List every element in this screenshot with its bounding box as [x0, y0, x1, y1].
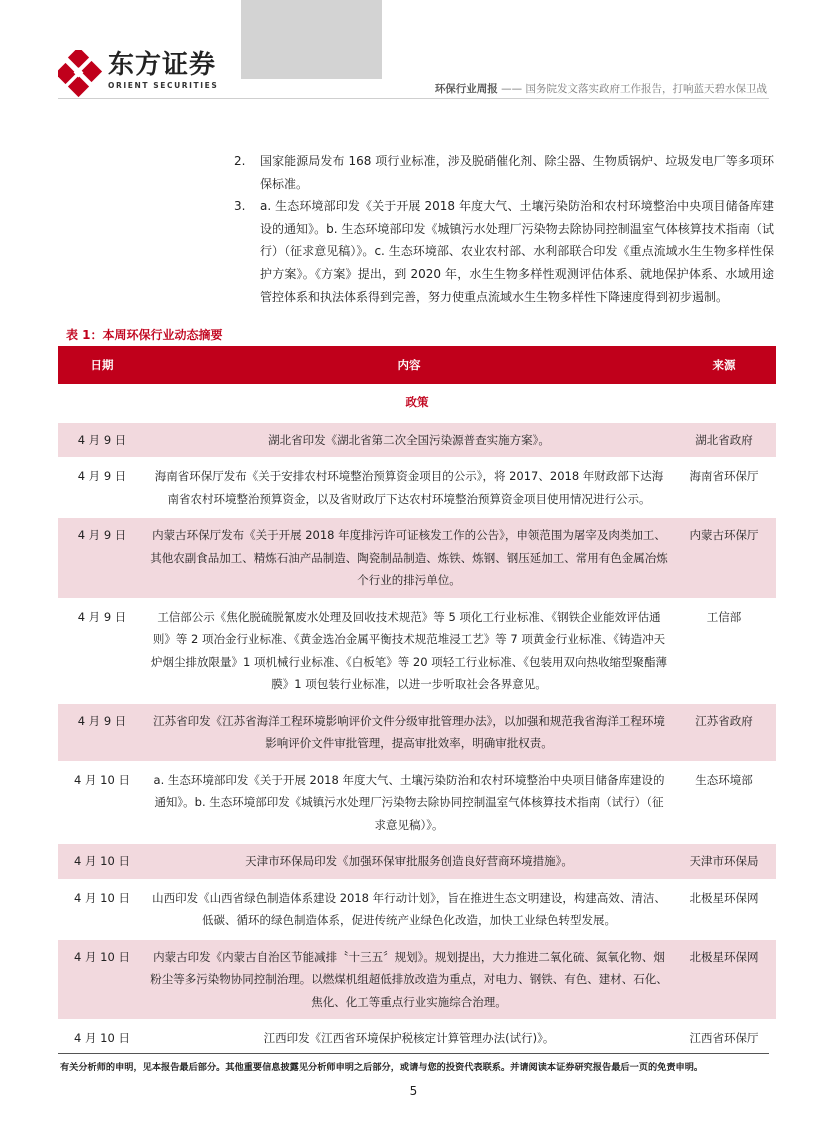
- row-content: 湖北省印发《湖北省第二次全国污染源普查实施方案》。: [146, 422, 672, 459]
- row-source: 海南省环保厅: [672, 458, 776, 517]
- row-source: 北极星环保网: [672, 939, 776, 1021]
- row-content: 工信部公示《焦化脱硫脱氰废水处理及回收技术规范》等 5 项化工行业标准、《钢铁企业能效评估通则》等 2 项冶金行业标准、《黄金选冶金属平衡技术规范堆浸工艺》等 7 项黄金行业标准、《铸造冲天炉烟尘排放限量》1 项机械行业标准、《白板笔》等 20 项轻工行业标准、《包装用双向热收缩型聚酯薄膜》1 项包装行业标准，以进一步听取社会各界意见。: [146, 599, 672, 703]
- table-title: 表 1：本周环保行业动态摘要: [66, 328, 223, 342]
- industry-news-table: [58, 346, 776, 1058]
- list-item: [234, 195, 774, 308]
- header-content: 内容: [146, 346, 672, 384]
- row-date: 4 月 10 日: [58, 939, 146, 1021]
- row-source: 工信部: [672, 599, 776, 703]
- report-type: 环保行业周报: [434, 83, 498, 95]
- table-row: [58, 599, 776, 703]
- row-content: 江苏省印发《江苏省海洋工程环境影响评价文件分级审批管理办法》，以加强和规范我省海洋工程环境影响评价文件审批管理，提高审批效率，明确审批权责。: [146, 703, 672, 762]
- header-divider: [58, 98, 769, 99]
- table-header-row: [58, 346, 776, 384]
- table-row: [58, 843, 776, 880]
- logo-wordmark: [108, 50, 218, 90]
- list-item-text: a. 生态环境部印发《关于开展 2018 年度大气、土壤污染防治和农村环境整治中央项目储备库建设的通知》。b. 生态环境部印发《城镇污水处理厂污染物去除协同控制温室气体核算技术指南（试行）（征求意见稿）》。c. 生态环境部、农业农村部、水利部联合印发《重点流域水生生物多样性保护方案》。《方案》提出，到 2020 年，水生生物多样性观测评估体系、就地保护体系、水域用途管控体系和执法体系得到完善，努力使重点流域水生生物多样性下降速度得到初步遏制。: [260, 199, 774, 304]
- table-row: [58, 762, 776, 844]
- orient-securities-logo-icon: [58, 50, 106, 98]
- row-date: 4 月 9 日: [58, 599, 146, 703]
- table-row: [58, 939, 776, 1021]
- page-number: 5: [409, 1084, 418, 1098]
- row-source: 内蒙古环保厅: [672, 517, 776, 599]
- row-source: 江苏省政府: [672, 703, 776, 762]
- report-header: [435, 81, 767, 96]
- header-date: 日期: [58, 346, 146, 384]
- table-row: [58, 517, 776, 599]
- table-row: [58, 703, 776, 762]
- row-content: 江西印发《江西省环境保护税核定计算管理办法(试行)》。: [146, 1020, 672, 1057]
- row-date: 4 月 10 日: [58, 880, 146, 939]
- row-content: 内蒙古印发《内蒙古自治区节能减排〝十三五〞规划》。规划提出，大力推进二氧化硫、氮氧化物、烟粉尘等多污染物协同控制治理。以燃煤机组超低排放改造为重点，对电力、钢铁、有色、建材、石化、焦化、化工等重点行业实施综合治理。: [146, 939, 672, 1021]
- row-content: 海南省环保厅发布《关于安排农村环境整治预算资金项目的公示》，将 2017、2018 年财政部下达海南省农村环境整治预算资金，以及省财政厅下达农村环境整治预算资金项目使用情况进行公示。: [146, 458, 672, 517]
- section-label: 政策: [58, 384, 776, 422]
- row-date: 4 月 9 日: [58, 422, 146, 459]
- row-date: 4 月 10 日: [58, 1020, 146, 1057]
- row-date: 4 月 9 日: [58, 703, 146, 762]
- row-date: 4 月 9 日: [58, 458, 146, 517]
- section-row-policy: [58, 384, 776, 422]
- table-row: [58, 1020, 776, 1057]
- row-content: 天津市环保局印发《加强环保审批服务创造良好营商环境措施》。: [146, 843, 672, 880]
- report-subtitle: 国务院发文落实政府工作报告，打响蓝天碧水保卫战: [525, 83, 767, 95]
- list-item-number: 3.: [234, 199, 246, 214]
- footer-disclaimer: 有关分析师的申明，见本报告最后部分。其他重要信息披露见分析师申明之后部分，或请与您的投资代表联系。并请阅读本证券研究报告最后一页的免责申明。: [60, 1062, 704, 1073]
- table-row: [58, 422, 776, 459]
- footer-divider: [58, 1053, 769, 1054]
- row-date: 4 月 10 日: [58, 843, 146, 880]
- row-source: 湖北省政府: [672, 422, 776, 459]
- row-date: 4 月 10 日: [58, 762, 146, 844]
- row-content: 山西印发《山西省绿色制造体系建设 2018 年行动计划》，旨在推进生态文明建设，构建高效、清洁、低碳、循环的绿色制造体系，促进传统产业绿色化改造，加快工业绿色转型发展。: [146, 880, 672, 939]
- row-source: 江西省环保厅: [672, 1020, 776, 1057]
- header-separator: ——: [497, 83, 526, 95]
- list-item-text: 国家能源局发布 168 项行业标准，涉及脱硝催化剂、除尘器、生物质锅炉、垃圾发电厂等多项环保标准。: [260, 154, 774, 191]
- header-gray-tab: [241, 0, 382, 79]
- row-content: a. 生态环境部印发《关于开展 2018 年度大气、土壤污染防治和农村环境整治中央项目储备库建设的通知》。b. 生态环境部印发《城镇污水处理厂污染物去除协同控制温室气体核算技术指南（试行）（征求意见稿）》。: [146, 762, 672, 844]
- row-source: 生态环境部: [672, 762, 776, 844]
- header-source: 来源: [672, 346, 776, 384]
- row-source: 北极星环保网: [672, 880, 776, 939]
- logo-en: ORIENT SECURITIES: [108, 81, 219, 90]
- table-row: [58, 880, 776, 939]
- table-row: [58, 458, 776, 517]
- list-item-number: 2.: [234, 154, 246, 168]
- logo-cn: 东方证券: [108, 50, 217, 80]
- row-content: 内蒙古环保厅发布《关于开展 2018 年度排污许可证核发工作的公告》，申领范围为屠宰及肉类加工、其他农副食品加工、精炼石油产品制造、陶瓷制品制造、炼铁、炼钢、钢压延加工、常用有色金属冶炼个行业的排污单位。: [146, 517, 672, 599]
- list-item: [234, 150, 774, 195]
- row-source: 天津市环保局: [672, 843, 776, 880]
- row-date: 4 月 9 日: [58, 517, 146, 599]
- summary-list: [234, 150, 774, 308]
